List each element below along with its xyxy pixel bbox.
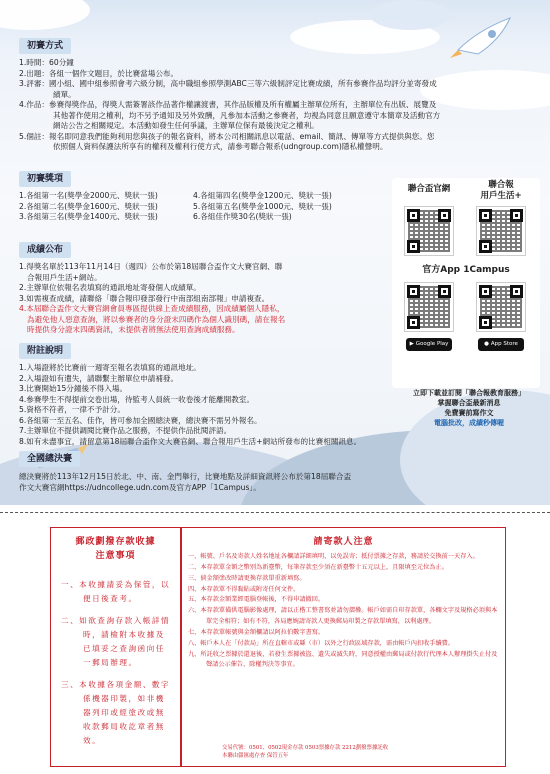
final-text-cont: 作文大賽官網https://udncollege.udn.com及官方APP「1Campus」。	[19, 482, 261, 492]
qr-code-ios-app[interactable]	[476, 282, 526, 332]
list-item: 7.主辦單位不提供調閱比賽作品之服務，不提供作品批閱評語。	[19, 426, 232, 436]
list-item: 六、本存款單備供電腦影像處理，請以正楷工整書寫並請勿摺疊。帳戶如需自印存款單，各欄文字及規格必須與本單完全相符；如有不符，各局應婉請寄款人更換郵局印製之存款單填寫，以利處理。	[188, 607, 498, 626]
list-item: 2.出題：各組一個作文題目，於比賽當場公布。	[19, 68, 179, 78]
list-item: 四、本存款單不得黏貼或附寄任何文件。	[188, 585, 300, 593]
receipt-notice	[51, 528, 180, 766]
qr-code-android-app[interactable]	[404, 282, 454, 332]
cloud-decoration	[370, 0, 450, 30]
awards-right-column	[193, 191, 367, 222]
list-item: 二、本存款單金額之幣別為新臺幣，每筆存款至少須在新臺幣十五元以上，且限填至元位為止。	[188, 563, 448, 571]
list-item: 4.各組第四名(獎學金1200元、獎狀一張)	[193, 191, 332, 201]
app-label: 官方App 1Campus	[422, 265, 510, 275]
list-item: 4.作品：參賽得獎作品，得獎人需簽署該作品著作權讓渡書，其作品版權及所有權屬主辦單位所有，主辦單位有出版、展覽及 其他著作使用之權利，均不另予通知及另外致酬，凡參加本活動之參賽者，均視為同意且願意遵守本簡章及活動官方 網站公告之相關規定。本活動如發生任何爭議，主辦單位保有最後決定之權利。	[19, 100, 441, 131]
list-item: 九、所託收之票據於還退後，若發生票據被盜、遺失或滅失時，同意授權由郵局或付款行代理本人辦理掛失止付及聲請公示催告、除權判決等事宜。	[188, 650, 498, 669]
qr-label-udn-life: 聯合報 用戶生活+	[480, 180, 522, 202]
app-store-badge[interactable]: ● App Store	[478, 338, 524, 351]
section-final	[10, 451, 540, 493]
list-item: 3.如需複查成績，請聯絡「聯合報印發部發行中南部組南部報」申請複查。	[19, 293, 270, 303]
section-title: 成績公布	[19, 242, 71, 258]
qr-code-panel	[392, 178, 540, 388]
list-item: 6.各組佳作獎30名(獎狀一張)	[193, 212, 292, 222]
list-item: 一、帳號、戶名及寄款人姓名地址各欄請詳細填明，以免誤寄；抵付票據之存款，務請於交換前一天存入。	[188, 553, 479, 560]
play-icon: ▶	[409, 340, 414, 347]
list-item: 七、本存款單帳號與金額欄請以阿拉伯數字書寫。	[188, 628, 325, 636]
list-item: 五、本存款金額業經電腦登帳後，不得申請撤回。	[188, 596, 325, 604]
list-item: 5.資格不符者，一律不予計分。	[19, 405, 125, 415]
section-title: 初賽獎項	[19, 171, 71, 187]
postal-notice-form	[50, 527, 506, 767]
remitter-notice	[182, 528, 505, 766]
list-item: 二、如欲查詢存款入帳詳情時，請檢附本收據及已填妥之查詢函向任一郵局辦理。	[61, 616, 171, 668]
section-title: 初賽方式	[19, 38, 71, 54]
app-promo: 立即下載並訂閱「聯合報教育服務」 掌握聯合盃最新消息 免費賽前寫作文 電腦批改，成績秒傳喔	[413, 389, 525, 428]
qr-label-official-site: 聯合盃官網	[407, 184, 451, 194]
section-title: 附註說明	[19, 343, 71, 359]
list-item: 3.各組第三名(獎學金1400元、獎狀一張)	[19, 212, 158, 222]
list-item: 5.個註：報名即同意我們能夠利用您與孩子的報名資料，將本公司相關訊息以電話、email、簡訊、傳單等方式提供與您。您 依照個人資料保護法所享有的權利及權利行使方式，請參考聯合報系(udngroup.com)隱私權聲明。	[19, 131, 435, 152]
section-awards	[10, 171, 390, 223]
section-results	[10, 242, 390, 336]
section-title: 全國總決賽	[19, 451, 80, 467]
list-item: 2.各組第二名(獎學金1600元、獎狀一張)	[19, 201, 158, 211]
awards-left-column	[19, 191, 193, 222]
list-item-highlight: 4.本屆聯合盃作文大賽官網會員專區提供線上查成績服務，因成績屬個人隱私， 為避免他人惡意查詢，將以參賽者的身分證末四碼作為個人識別碼，請在報名 時提供身分證末四碼資訊，未提供者將無法使用查詢成績服務。	[19, 304, 286, 335]
list-item: 2.入場證如有遺失，請聯繫主辦單位申請補發。	[19, 373, 179, 383]
list-item: 三、本收據各項金額、數字係機器印製，如非機器列印或經塗改或無收款郵局收訖章者無效。	[61, 680, 171, 746]
list-item: 3.評審：國小組、國中組參照會考六級分制，高中職組參照學測ABC三等六級制評定比賽成績，所有參賽作品均評分並寄發成 績單。	[19, 79, 437, 99]
list-item: 4.參賽學生不得提前交卷出場，待監考人員統一收卷後才能離開教室。	[19, 394, 255, 404]
qr-code-official-site[interactable]	[404, 206, 454, 256]
apple-icon: ●	[484, 340, 489, 347]
list-item: 八、帳戶本人在「付款局」所在直轄市或縣（市）以外之行政區域存款，需由帳戶內扣收手續費。	[188, 639, 455, 647]
section-method	[10, 38, 540, 153]
qr-code-udn-life[interactable]	[476, 206, 526, 256]
google-play-badge[interactable]: ▶ Google Play	[406, 338, 452, 351]
list-item: 3.比賽開始15分鐘後不得入場。	[19, 384, 128, 394]
cut-line-divider	[0, 512, 550, 513]
final-text: 總決賽將於113年12月15日於北、中、南、金門舉行，比賽地點及詳細資訊將公布於第18屆聯合盃	[19, 472, 352, 482]
receipt-title: 郵政劃撥存款收據	[75, 537, 156, 547]
list-item: 6.各組第一至五名、佳作，皆可參加全國總決賽，總決賽不需另外報名。	[19, 415, 262, 425]
list-item: 8.如有未盡事宜，請留意第18屆聯合盃作文大賽官網、聯合報用戶生活+網站所發布的比賽相關訊息。	[19, 436, 362, 446]
list-item: 1.時間：60分鐘	[19, 58, 74, 68]
list-item: 三、倘金額塗改時請更換存款單重新填寫。	[188, 574, 306, 582]
remitter-title: 請寄款人注意	[313, 537, 374, 547]
form-footer: 交易代號：0501、0502現金存款 0503票據存款 2212劃撥票據託收 本聯由儲匯處存查 保管五年	[222, 744, 389, 759]
list-item: 1.得獎名單於113年11月14日（週四）公布於第18屆聯合盃作文大賽官網、聯 合報用戶生活+網站。	[19, 262, 283, 282]
list-item: 1.入場證將於比賽前一週寄至報名表填寫的通訊地址。	[19, 363, 201, 373]
list-item: 一、本收據請妥為保管，以便日後查考。	[61, 580, 171, 604]
receipt-subtitle: 注意事項	[95, 551, 136, 562]
list-item: 2.主辦單位依報名表填寫的通訊地址寄發個人成績單。	[19, 283, 201, 293]
list-item: 5.各組第五名(獎學金1000元、獎狀一張)	[193, 201, 332, 211]
list-item: 1.各組第一名(獎學金2000元、獎狀一張)	[19, 191, 158, 201]
cloud-decoration	[0, 0, 90, 30]
